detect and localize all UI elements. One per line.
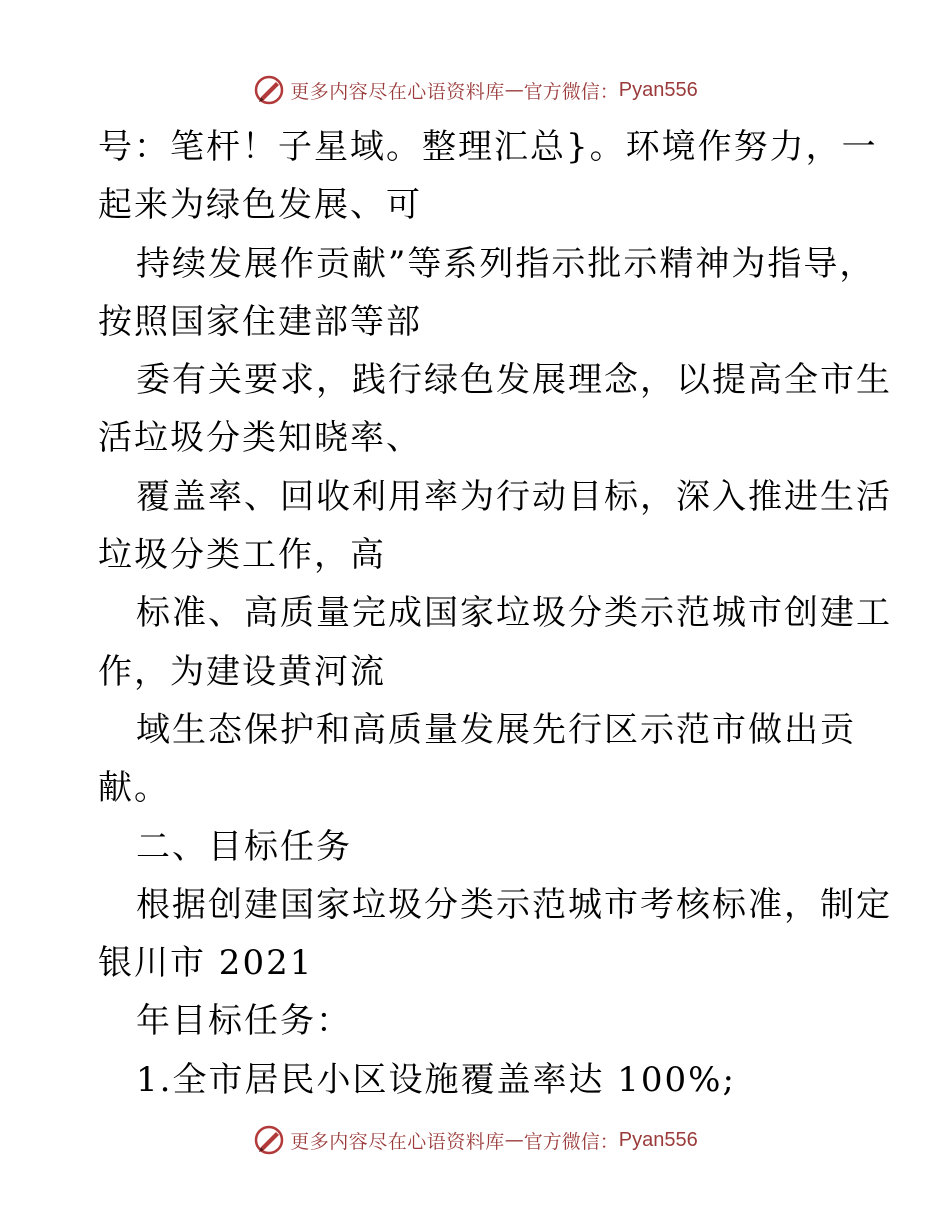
- header-watermark: [0, 70, 950, 110]
- body-line: 起来为绿色发展、可: [98, 185, 422, 226]
- watermark-text: 更多内容尽在心语资料库: [290, 80, 505, 103]
- body-line: 号：笔杆！子星域。整理汇总}。环境作努力，一: [98, 127, 878, 167]
- body-line: 覆盖率、回收利用率为行动目标，深入推进生活: [136, 476, 892, 517]
- watermark-wechat-label: 官方微信：: [523, 80, 619, 103]
- watermark-wechat-label: 官方微信：: [523, 1130, 619, 1153]
- body-line: 按照国家住建部等部: [98, 301, 422, 342]
- watermark-text: 更多内容尽在心语资料库: [290, 1130, 505, 1153]
- body-line: 作，为建设黄河流: [98, 651, 386, 692]
- watermark-wechat-id: Pyan556: [618, 1128, 698, 1151]
- document-body: [98, 118, 892, 1109]
- watermark-wechat-id: Pyan556: [618, 78, 698, 101]
- watermark-separator: —: [504, 1129, 524, 1151]
- body-line: 献。: [98, 768, 170, 809]
- body-line: 标准、高质量完成国家垃圾分类示范城市创建工: [136, 593, 892, 634]
- body-line: 委有关要求，践行绿色发展理念，以提高全市生: [136, 360, 892, 401]
- body-line: 持续发展作贡献”等系列指示批示精神为指导，: [136, 243, 876, 284]
- body-line: 域生态保护和高质量发展先行区示范市做出贡: [136, 709, 856, 750]
- body-line: 垃圾分类工作，高: [98, 535, 386, 576]
- footer-watermark: [0, 1120, 950, 1160]
- pen-logo-icon: [252, 73, 286, 107]
- body-line: 活垃圾分类知晓率、: [98, 418, 422, 459]
- watermark-separator: —: [504, 79, 524, 101]
- body-line: 根据创建国家垃圾分类示范城市考核标准，制定: [136, 884, 892, 925]
- list-item: 1.全市居民小区设施覆盖率达 100%;: [136, 1059, 736, 1100]
- body-line: 银川市 2021: [98, 943, 314, 984]
- pen-logo-icon: [252, 1123, 286, 1157]
- body-line: 年目标任务：: [136, 1001, 352, 1042]
- section-heading: 二、目标任务: [136, 826, 352, 867]
